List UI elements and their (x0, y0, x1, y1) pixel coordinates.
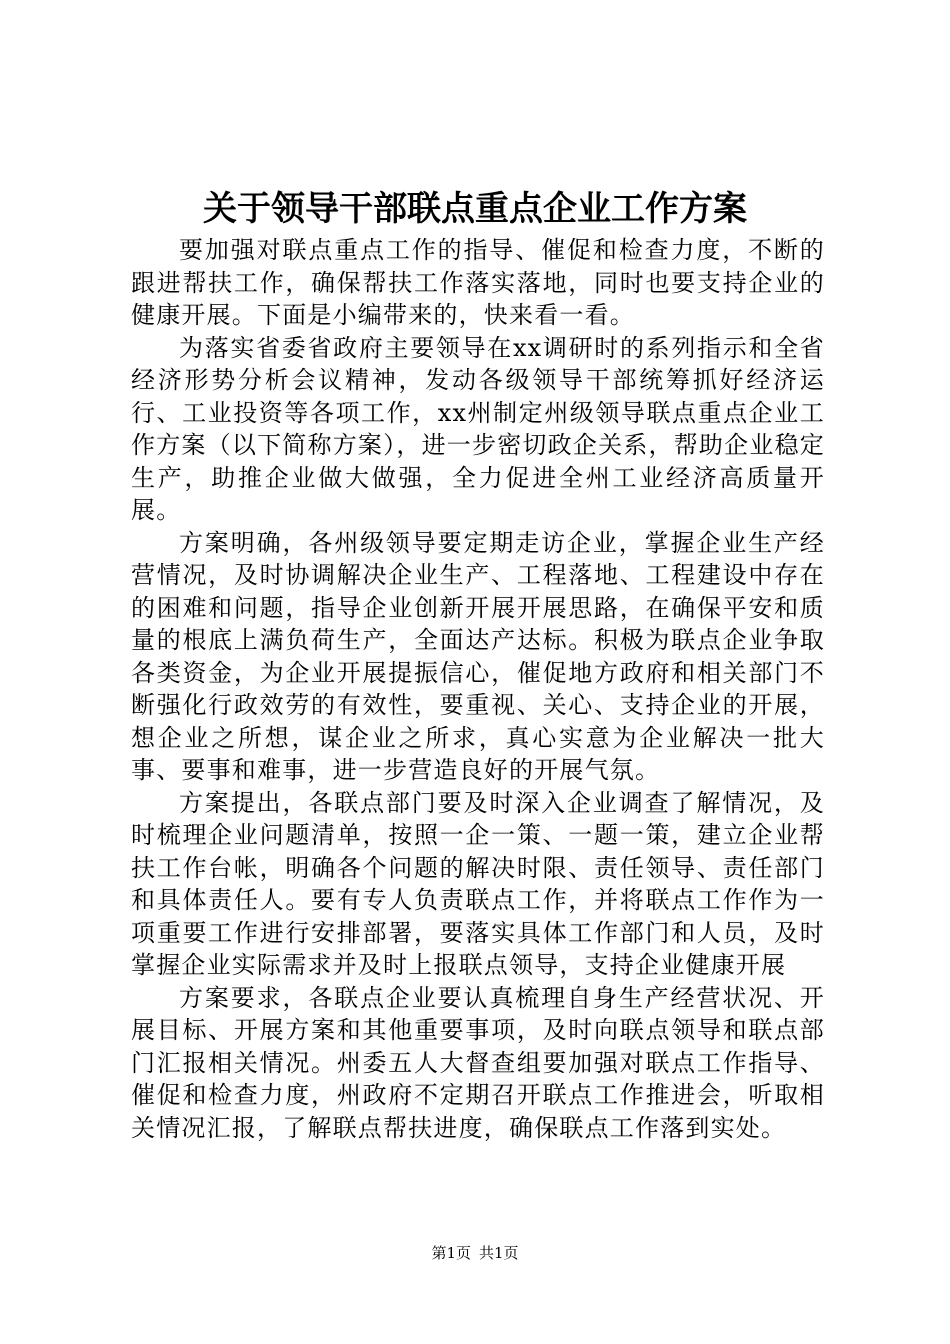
paragraph-plan-clarifies: 方案明确，各州级领导要定期走访企业，掌握企业生产经营情况，及时协调解决企业生产、工程落地、工程建设中存在的困难和问题，指导企业创新开展开展思路，在确保平安和质量的根底上满负荷生产，全面达产达标。积极为联点企业争取各类资金，为企业开展提振信心，催促地方政府和相关部门不断强化行政效劳的有效性，要重视、关心、支持企业的开展，想企业之所想，谋企业之所求，真心实意为企业解决一批大事、要事和难事，进一步营造良好的开展气氛。 (131, 528, 825, 784)
document-body (131, 234, 825, 1144)
document-title: 关于领导干部联点重点企业工作方案 (203, 189, 747, 229)
page-total: 共1页 (479, 1244, 519, 1262)
paragraph-plan-requires: 方案要求，各联点企业要认真梳理自身生产经营状况、开展目标、开展方案和其他重要事项，及时向联点领导和联点部门汇报相关情况。州委五人大督查组要加强对联点工作指导、催促和检查力度，州政府不定期召开联点工作推进会，听取相关情况汇报，了解联点帮扶进度，确保联点工作落到实处。 (131, 983, 825, 1142)
page-number: 第1页 (431, 1244, 471, 1262)
paragraph-background: 为落实省委省政府主要领导在xx调研时的系列指示和全省经济形势分析会议精神，发动各级领导干部统筹抓好经济运行、工业投资等各项工作，xx州制定州级领导联点重点企业工作方案（以下简称方案），进一步密切政企关系，帮助企业稳定生产，助推企业做大做强，全力促进全州工业经济高质量开展。 (131, 333, 825, 524)
paragraph-intro: 要加强对联点重点工作的指导、催促和检查力度，不断的跟进帮扶工作，确保帮扶工作落实落地，同时也要支持企业的健康开展。下面是小编带来的，快来看一看。 (131, 236, 825, 329)
page-footer (0, 1242, 950, 1264)
paragraph-plan-proposes: 方案提出，各联点部门要及时深入企业调查了解情况，及时梳理企业问题清单，按照一企一策、一题一策，建立企业帮扶工作台帐，明确各个问题的解决时限、责任领导、责任部门和具体责任人。要有专人负责联点工作，并将联点工作作为一项重要工作进行安排部署，要落实具体工作部门和人员，及时掌握企业实际需求并及时上报联点领导，支持企业健康开展 (131, 788, 825, 979)
